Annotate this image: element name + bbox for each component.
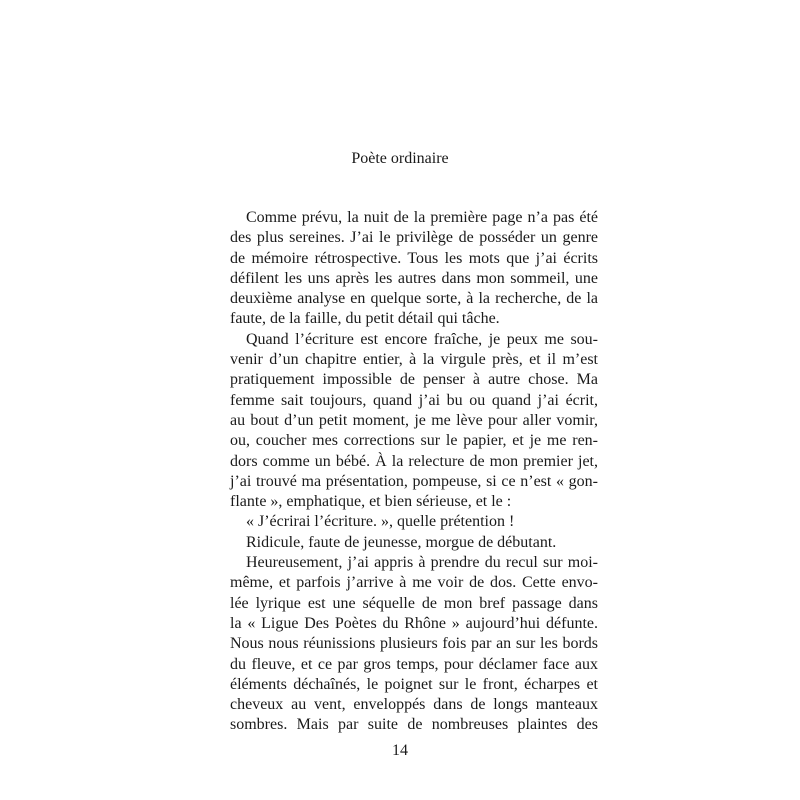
text-line: « J’écrirai l’écriture. », quelle prétention ! — [246, 513, 515, 531]
text-line: de mémoire rétrospective. Tous les mots que j’ai écrits — [230, 249, 598, 267]
text-line: cheveux au vent, enveloppés dans de longs manteaux — [230, 696, 598, 714]
text-line: au bout d’un petit moment, je me lève pour aller vomir, — [230, 411, 598, 429]
text-line: même, et parfois j’arrive à me voir de dos. Cette envo- — [230, 574, 598, 592]
text-line: faute, de la faille, du petit détail qui tâche. — [230, 310, 500, 328]
text-line: des plus sereines. J’ai le privilège de posséder un genre — [230, 229, 598, 247]
page-number: 14 — [392, 742, 408, 759]
text-line: Heureusement, j’ai appris à prendre du recul sur moi- — [246, 554, 598, 572]
text-line: Ridicule, faute de jeunesse, morgue de débutant. — [246, 533, 557, 551]
text-line: du fleuve, et ce par gros temps, pour déclamer face aux — [230, 655, 598, 673]
body-text — [230, 208, 598, 736]
text-line: défilent les uns après les autres dans mon sommeil, une — [230, 269, 598, 287]
text-line: sombres. Mais par suite de nombreuses plaintes des — [230, 716, 598, 734]
text-line: Nous nous réunissions plusieurs fois par an sur les bords — [230, 635, 598, 653]
text-line: venir d’un chapitre entier, à la virgule près, et il m’est — [230, 351, 598, 369]
text-line: Comme prévu, la nuit de la première page n’a pas été — [246, 209, 598, 226]
text-line: flante », emphatique, et bien sérieuse, et le : — [230, 493, 512, 511]
text-line: la « Ligue Des Poètes du Rhône » aujourd’hui défunte. — [230, 614, 598, 632]
text-line: deuxième analyse en quelque sorte, à la recherche, de la — [230, 290, 598, 308]
text-line: pratiquement impossible de penser à autre chose. Ma — [230, 371, 598, 389]
text-line: éléments déchaînés, le poignet sur le front, écharpes et — [230, 675, 598, 693]
text-line: lée lyrique est une séquelle de mon bref passage dans — [230, 594, 598, 612]
text-line: femme sait toujours, quand j’ai bu ou quand j’ai écrit, — [230, 391, 598, 409]
text-line: ou, coucher mes corrections sur le papier, et je me ren- — [230, 432, 598, 450]
running-title: Poète ordinaire — [351, 150, 449, 167]
text-line: Quand l’écriture est encore fraîche, je peux me sou- — [246, 330, 598, 348]
text-line: j’ai trouvé ma présentation, pompeuse, si ce n’est « gon- — [230, 472, 598, 490]
text-line: dors comme un bébé. À la relecture de mon premier jet, — [230, 452, 598, 470]
